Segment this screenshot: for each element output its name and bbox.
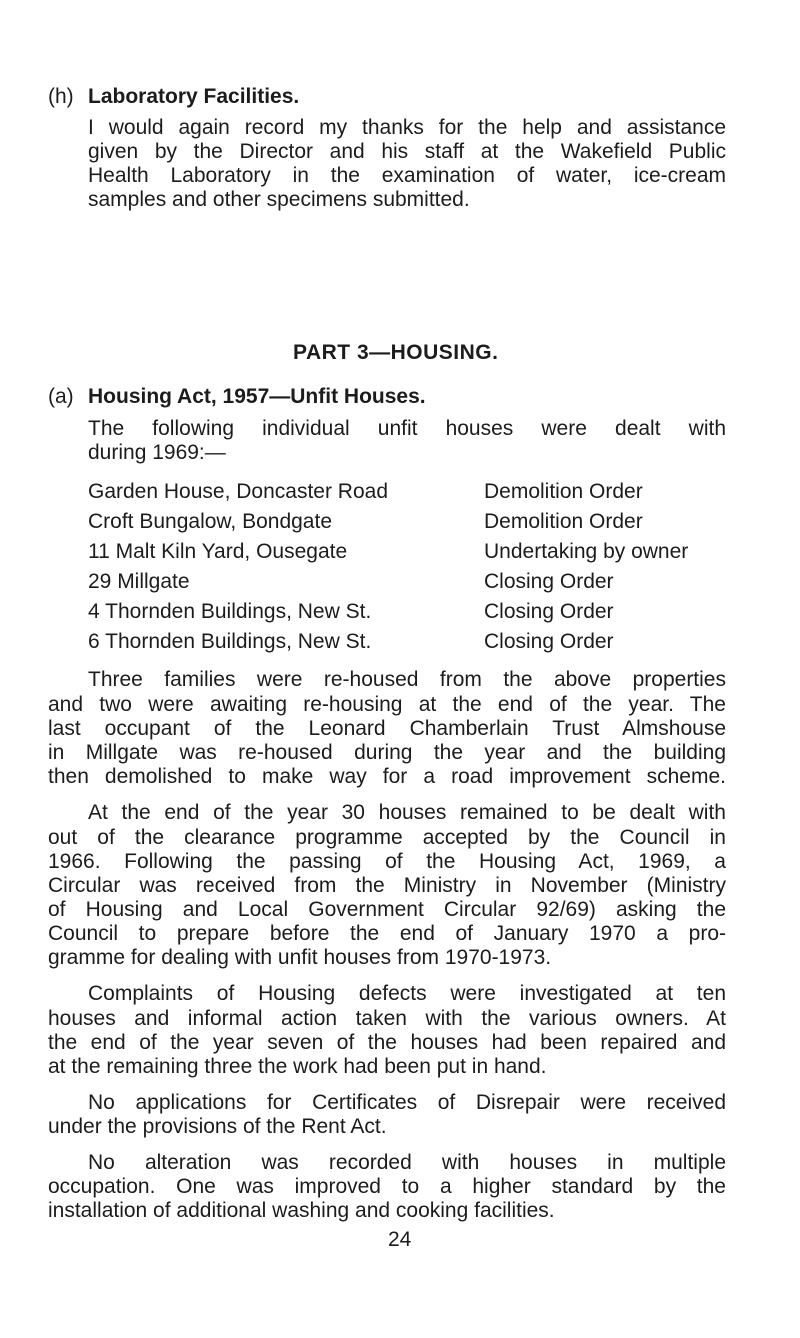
- para5-line-2: occupation. One was improved to a higher standard by the: [48, 1175, 726, 1198]
- para4-line-1: No applications for Certificates of Disrepair were received: [88, 1091, 726, 1114]
- para1-line-4: in Millgate was re-housed during the year and the building: [48, 741, 726, 764]
- para2-line-1: At the end of the year 30 houses remained to be dealt with: [88, 801, 726, 824]
- para5-line-1: No alteration was recorded with houses in multiple: [88, 1151, 726, 1174]
- para1-line-3: last occupant of the Leonard Chamberlain Trust Almshouse: [48, 717, 726, 740]
- para4-line-2: under the provisions of the Rent Act.: [48, 1115, 387, 1138]
- para1-line-1: Three families were re-housed from the above properties: [88, 668, 726, 691]
- para5-line-3: installation of additional washing and cooking facilities.: [48, 1199, 555, 1222]
- para2-line-3: 1966. Following the passing of the Housing Act, 1969, a: [48, 850, 726, 873]
- section-h-title: Laboratory Facilities.: [88, 85, 300, 108]
- para3-line-4: at the remaining three the work had been put in hand.: [48, 1055, 547, 1078]
- property-action: Undertaking by owner: [484, 540, 689, 563]
- property-address: 11 Malt Kiln Yard, Ousegate: [88, 540, 348, 563]
- section-a-title: Housing Act, 1957—Unfit Houses.: [88, 385, 426, 408]
- para3-line-1: Complaints of Housing defects were investigated at ten: [88, 982, 726, 1005]
- section-a-label: (a): [48, 385, 74, 408]
- property-action: Demolition Order: [484, 510, 643, 533]
- property-address: 6 Thornden Buildings, New St.: [88, 630, 372, 653]
- para1-line-5: then demolished to make way for a road improvement scheme.: [48, 765, 726, 788]
- property-address: 29 Millgate: [88, 570, 190, 593]
- para1-line-2: and two were awaiting re-housing at the end of the year. The: [48, 693, 726, 716]
- lab-line-2: given by the Director and his staff at the Wakefield Public: [88, 140, 726, 163]
- property-address: Croft Bungalow, Bondgate: [88, 510, 333, 533]
- property-action: Demolition Order: [484, 480, 643, 503]
- para3-line-2: houses and informal action taken with the various owners. At: [48, 1007, 726, 1030]
- para2-line-2: out of the clearance programme accepted by the Council in: [48, 826, 726, 849]
- para2-line-7: gramme for dealing with unfit houses from 1970-1973.: [48, 946, 552, 969]
- lab-line-3: Health Laboratory in the examination of water, ice-cream: [88, 164, 726, 187]
- page-number: 24: [388, 1228, 412, 1251]
- property-address: Garden House, Doncaster Road: [88, 480, 388, 503]
- section-h-label: (h): [48, 85, 74, 108]
- lab-line-4: samples and other specimens submitted.: [88, 188, 470, 211]
- housing-intro-line-1: The following individual unfit houses were dealt with: [88, 417, 726, 440]
- property-action: Closing Order: [484, 570, 614, 593]
- housing-intro-line-2: during 1969:—: [88, 441, 226, 464]
- property-action: Closing Order: [484, 630, 614, 653]
- property-action: Closing Order: [484, 600, 614, 623]
- property-address: 4 Thornden Buildings, New St.: [88, 600, 372, 623]
- para2-line-6: Council to prepare before the end of January 1970 a pro-: [48, 922, 726, 945]
- para3-line-3: the end of the year seven of the houses had been repaired and: [48, 1031, 726, 1054]
- lab-line-1: I would again record my thanks for the help and assistance: [88, 116, 726, 139]
- part-title: PART 3—HOUSING.: [293, 341, 499, 364]
- para2-line-5: of Housing and Local Government Circular 92/69) asking the: [48, 898, 726, 921]
- para2-line-4: Circular was received from the Ministry in November (Ministry: [48, 874, 726, 897]
